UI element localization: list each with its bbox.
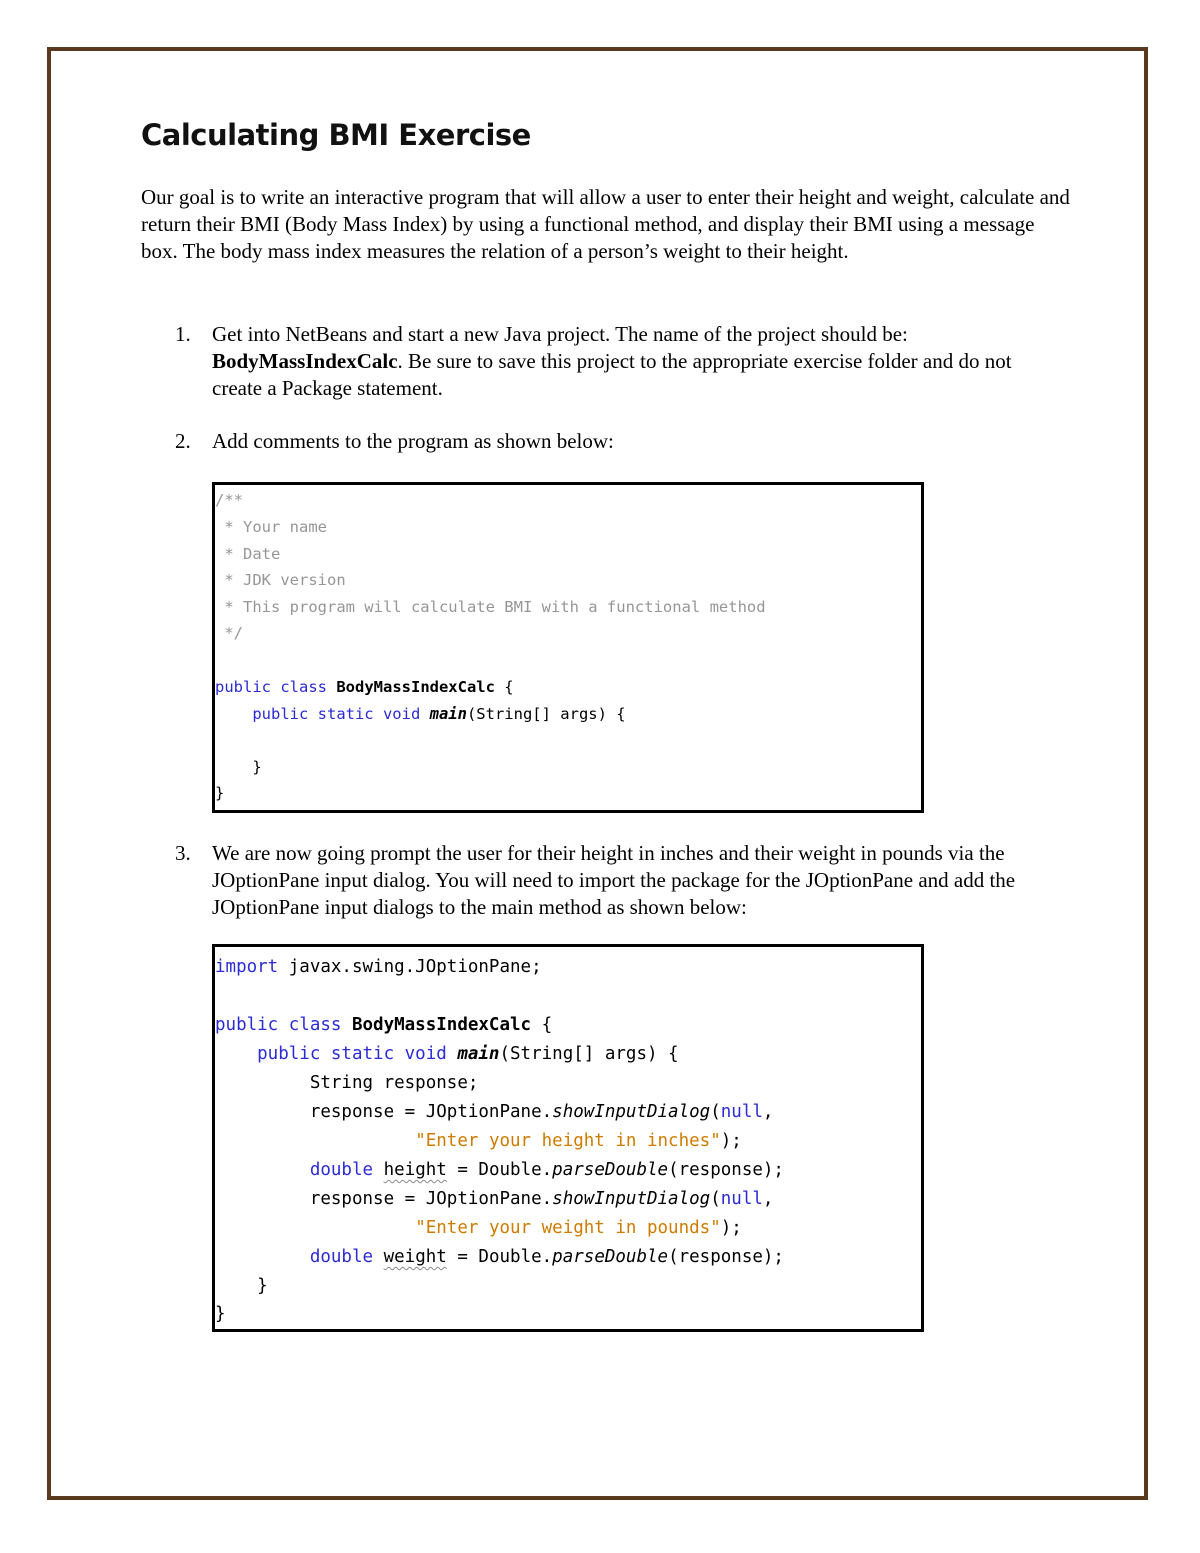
code-method-name: showInputDialog	[552, 1189, 711, 1209]
code-text: response = JOptionPane.	[215, 1189, 553, 1209]
code-string: "Enter your weight in pounds"	[415, 1218, 721, 1238]
step-number: 1.	[175, 322, 191, 346]
code-text: (response);	[668, 1160, 784, 1180]
code-line: * Your name	[215, 518, 327, 536]
code-text: (String[] args) {	[466, 705, 626, 723]
code-line: * JDK version	[215, 571, 346, 589]
code-text: );	[720, 1131, 742, 1151]
code-screenshot-comments	[212, 482, 924, 813]
code-text: {	[531, 1015, 553, 1035]
code-indent	[215, 1160, 310, 1180]
code-keyword: double	[309, 1247, 374, 1267]
code-line: */	[215, 624, 243, 642]
code-line	[215, 1188, 773, 1210]
code-text: );	[720, 1218, 742, 1238]
code-text: javax.swing.JOptionPane;	[278, 957, 542, 977]
code-class-name: BodyMassIndexCalc	[351, 1015, 532, 1035]
code-line	[215, 1217, 742, 1239]
code-text: = Double.	[446, 1247, 553, 1267]
code-line: /**	[215, 491, 243, 509]
code-line	[215, 1159, 784, 1181]
code-text: ,	[762, 1102, 774, 1122]
code-keyword: public class	[215, 678, 337, 696]
code-method-name: main	[457, 1044, 500, 1064]
code-string: "Enter your height in inches"	[415, 1131, 721, 1151]
code-method-name: parseDouble	[552, 1247, 669, 1267]
code-method-name: parseDouble	[552, 1160, 669, 1180]
step-text: Add comments to the program as shown below:	[212, 429, 614, 453]
code-keyword: double	[309, 1160, 374, 1180]
step-2	[141, 428, 1071, 455]
code-class-name: BodyMassIndexCalc	[336, 678, 495, 696]
code-text: (	[710, 1102, 721, 1122]
code-line: * Date	[215, 545, 281, 563]
code-line	[215, 1101, 773, 1123]
code-variable: weight	[383, 1247, 447, 1267]
code-line: }	[215, 1276, 268, 1296]
step-text-part: . Be sure to save this project to the appropriate exercise folder and do not create a Package statement.	[212, 349, 1012, 400]
code-space	[373, 1247, 384, 1267]
code-indent	[215, 1131, 415, 1151]
step-number: 3.	[175, 841, 191, 865]
code-text: response = JOptionPane.	[215, 1102, 553, 1122]
code-line	[215, 1043, 679, 1065]
code-keyword: public class	[215, 1015, 352, 1035]
code-indent	[215, 1247, 310, 1267]
step-3	[141, 840, 1071, 921]
code-line: String response;	[215, 1073, 479, 1093]
code-line	[215, 677, 514, 697]
code-keyword: public static void	[215, 1044, 458, 1064]
code-text: (response);	[668, 1247, 784, 1267]
code-line	[215, 1246, 784, 1268]
code-text: ,	[762, 1189, 774, 1209]
code-line	[215, 956, 542, 978]
intro-paragraph: Our goal is to write an interactive program that will allow a user to enter their height and weight, calculate and return their BMI (Body Mass Index) by using a functional method, and display their BMI using a message box. The body mass index measures the relation of a person’s weight to their height.	[141, 185, 1070, 263]
code-text: (	[710, 1189, 721, 1209]
step-text	[212, 321, 1062, 402]
code-line	[215, 1014, 552, 1036]
code-space	[373, 1160, 384, 1180]
step-text: We are now going prompt the user for their height in inches and their weight in pounds via the JOptionPane input dialog. You will need to import the package for the JOptionPane and add the JOptionPane input dialogs to the main method as shown below:	[212, 841, 1016, 919]
project-name: BodyMassIndexCalc	[212, 349, 398, 373]
step-number: 2.	[175, 429, 191, 453]
code-indent	[215, 1218, 415, 1238]
code-line: }	[215, 758, 262, 776]
document-title: Calculating BMI Exercise	[141, 118, 531, 152]
step-text-part: Get into NetBeans and start a new Java project. The name of the project should be:	[212, 322, 908, 346]
code-line: }	[215, 1304, 226, 1324]
code-keyword: null	[720, 1189, 763, 1209]
code-text: {	[494, 678, 514, 696]
code-screenshot-input-dialogs	[212, 944, 924, 1332]
code-line: }	[215, 784, 225, 802]
code-method-name: showInputDialog	[552, 1102, 711, 1122]
code-keyword: public static void	[215, 705, 430, 723]
code-keyword: null	[720, 1102, 763, 1122]
code-line: * This program will calculate BMI with a functional method	[215, 598, 766, 616]
code-variable: height	[383, 1160, 447, 1180]
code-keyword: import	[215, 957, 279, 977]
code-method-name: main	[429, 705, 467, 723]
code-line	[215, 704, 626, 724]
step-1	[141, 321, 1071, 402]
code-text: = Double.	[446, 1160, 553, 1180]
code-text: (String[] args) {	[499, 1044, 679, 1064]
code-line	[215, 1130, 742, 1152]
